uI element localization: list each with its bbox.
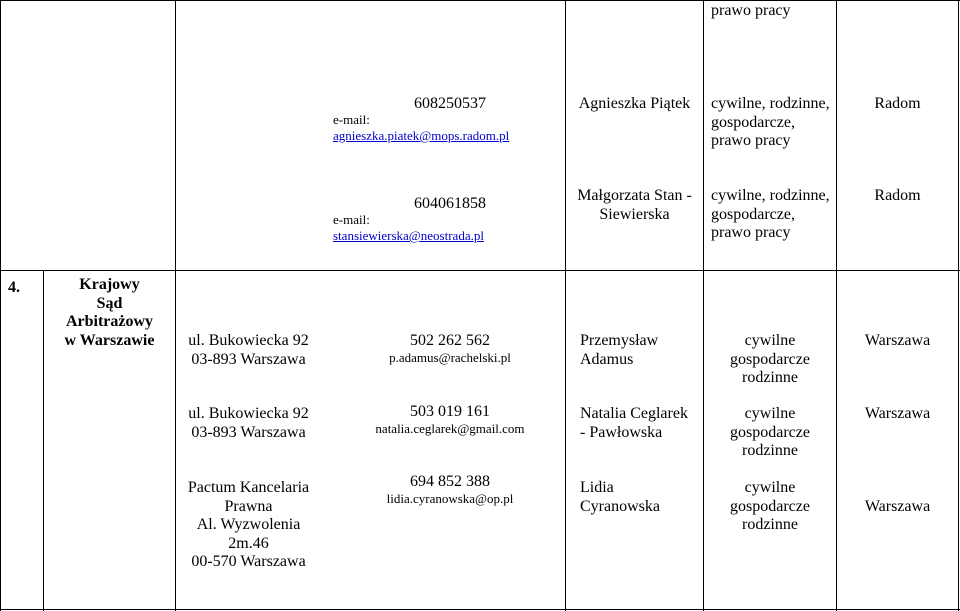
specialization-line: gospodarcze	[730, 497, 810, 515]
address-cell	[176, 405, 321, 442]
name-line: Przemysław	[580, 332, 659, 349]
address-line: ul. Bukowiecka 92	[188, 405, 309, 422]
specialization-cell	[704, 332, 836, 388]
email-link[interactable]: agnieszka.piatek@mops.radom.pl	[333, 128, 510, 143]
mediator-name	[566, 95, 703, 114]
email-label: e-mail:	[333, 212, 370, 227]
specialization-cell	[704, 479, 836, 535]
specialization-line: gospodarcze,	[711, 113, 795, 131]
specialization-line: rodzinne	[742, 516, 798, 533]
name-line: Adamus	[580, 350, 634, 368]
address-line: 03-893 Warszawa	[191, 350, 306, 368]
city-cell: Radom	[874, 95, 921, 112]
city-cell: Warszawa	[864, 405, 931, 422]
specialization-line: gospodarcze	[730, 423, 810, 441]
email-link[interactable]: stansiewierska@neostrada.pl	[333, 228, 484, 243]
address-line: Pactum Kancelaria	[187, 479, 310, 496]
specialization-line: rodzinne	[742, 442, 798, 459]
email-text: p.adamus@rachelski.pl	[389, 350, 511, 365]
email-label: e-mail:	[333, 112, 370, 127]
institution-name-line: Krajowy	[79, 276, 140, 293]
institution-name	[44, 276, 175, 350]
mediator-name	[580, 332, 658, 369]
address-cell	[176, 332, 321, 369]
specialization-cell	[711, 2, 791, 21]
email-text: lidia.cyranowska@op.pl	[386, 491, 514, 506]
specialization-line: rodzinne	[742, 369, 798, 386]
specialization-line: cywilne, rodzinne,	[711, 187, 830, 204]
specialization-line: cywilne, rodzinne,	[711, 95, 830, 112]
row-number: 4.	[8, 279, 20, 296]
address-line: 00-570 Warszawa	[191, 553, 306, 570]
address-line: Al. Wyzwolenia	[196, 516, 301, 533]
grid-line	[958, 0, 959, 611]
institution-name-line: w Warszawie	[64, 331, 155, 349]
phone-number: 604061858	[414, 195, 486, 212]
institution-name-line: Arbitrażowy	[65, 313, 154, 330]
name-line: Agnieszka Piątek	[578, 95, 691, 112]
grid-line	[0, 609, 960, 610]
specialization-line: gospodarcze,	[711, 205, 795, 223]
grid-line	[836, 0, 837, 611]
phone-number: 502 262 562	[410, 332, 490, 349]
mediator-name	[580, 479, 660, 516]
specialization-line: cywilne	[744, 405, 796, 422]
name-line: Lidia	[580, 479, 614, 496]
address-line: 03-893 Warszawa	[191, 423, 306, 441]
phone-number: 694 852 388	[410, 473, 490, 490]
specialization-cell	[711, 95, 830, 151]
grid-line	[0, 270, 960, 271]
specialization-line: cywilne	[744, 479, 796, 496]
address-cell	[176, 479, 321, 572]
address-line: 2m.46	[228, 534, 269, 552]
institution-name-line: Sąd	[96, 294, 123, 312]
specialization-line: prawo pracy	[711, 132, 791, 149]
name-line: Natalia Ceglarek	[580, 405, 688, 422]
specialization-line: cywilne	[744, 332, 796, 349]
mediator-name	[580, 405, 688, 442]
address-line: ul. Bukowiecka 92	[188, 332, 309, 349]
specialization-line: prawo pracy	[711, 2, 791, 19]
phone-number: 608250537	[414, 95, 486, 112]
city-cell: Radom	[874, 187, 921, 204]
name-line: Siewierska	[599, 205, 670, 223]
email-text: natalia.ceglarek@gmail.com	[375, 421, 525, 436]
grid-line	[565, 0, 566, 611]
city-cell: Warszawa	[864, 498, 931, 515]
address-line: Prawna	[224, 497, 273, 515]
name-line: Małgorzata Stan -	[577, 187, 692, 204]
grid-line	[0, 0, 960, 1]
name-line: - Pawłowska	[580, 423, 663, 441]
grid-line	[0, 0, 1, 611]
specialization-line: gospodarcze	[730, 350, 810, 368]
phone-number: 503 019 161	[410, 403, 490, 420]
mediator-name	[566, 187, 703, 224]
specialization-cell	[704, 405, 836, 461]
name-line: Cyranowska	[580, 497, 660, 515]
specialization-cell	[711, 187, 830, 243]
specialization-line: prawo pracy	[711, 224, 791, 241]
city-cell: Warszawa	[864, 332, 931, 349]
